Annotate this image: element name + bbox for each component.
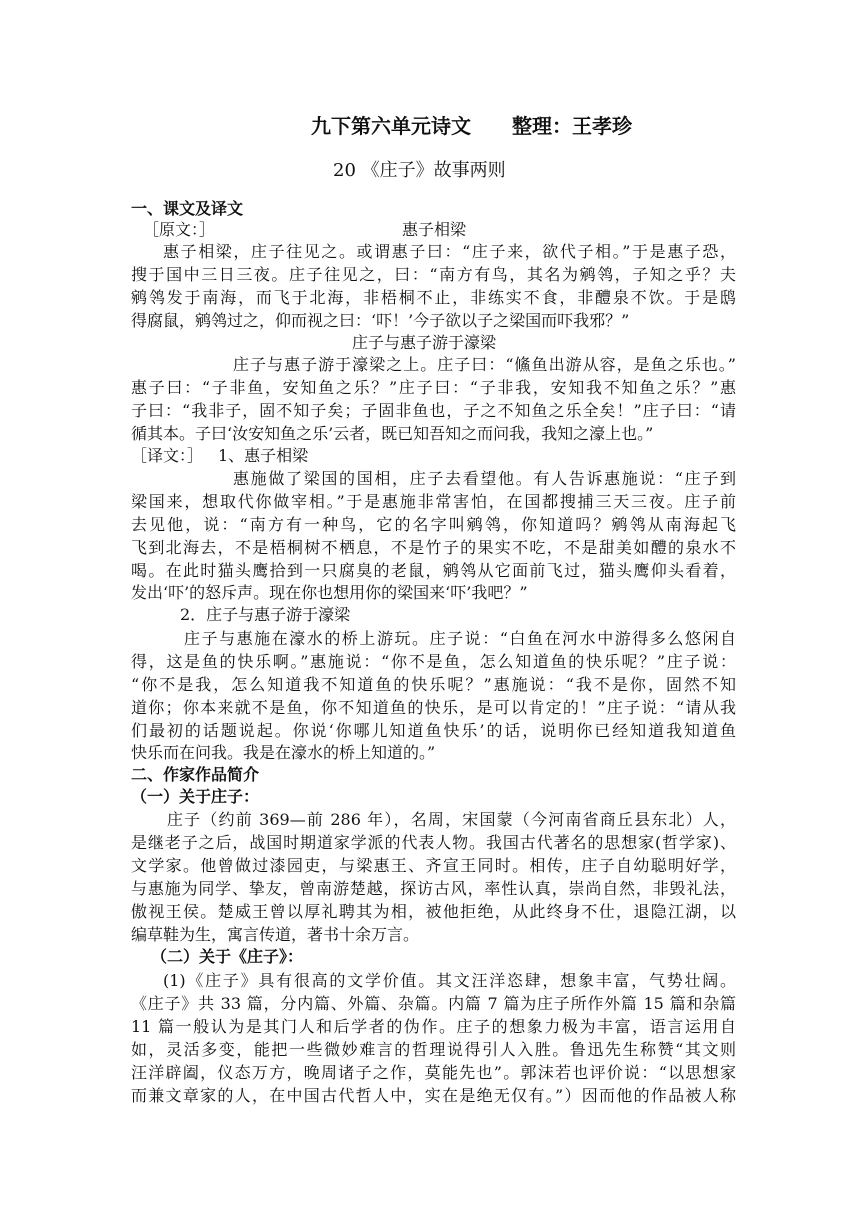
story2-line: 循其本。子曰‘汝安知鱼之乐’云者，既已知吾知之而问我，我知之濠上也。” bbox=[131, 424, 654, 443]
book-line: 如，灵活多变，能把一些微妙难言的哲理说得引人入胜。鲁迅先生称赞“其文则 bbox=[131, 1040, 736, 1059]
lesson-title: 20 《庄子》故事两则 bbox=[333, 160, 506, 181]
story1-line: 惠子相梁，庄子往见之。或谓惠子曰：“庄子来，欲代子相。”于是惠子恐， bbox=[163, 242, 736, 261]
translation1-line: 去见他，说：“南方有一种鸟，它的名字叫鹓鸰，你知道吗？鹓鸰从南海起飞 bbox=[131, 515, 736, 534]
author-line: 编草鞋为生，寓言传道，著书十余万言。 bbox=[131, 925, 420, 944]
translation1-line: 惠施做了梁国的国相，庄子去看望他。有人告诉惠施说：“庄子到 bbox=[233, 469, 736, 488]
translation-label: ［译文：］ bbox=[131, 446, 204, 465]
translation1-line: 发出‘吓’的怒斥声。现在你也想用你的梁国来‘吓’我吧？” bbox=[131, 583, 528, 602]
about-book-heading: （二）关于《庄子》： bbox=[151, 947, 304, 966]
translation2-line: 道你；你本来就不是鱼，你不知道鱼的快乐，是可以肯定的！”庄子说：“请从我 bbox=[131, 698, 736, 717]
organizer-credit: 整理：王孝珍 bbox=[512, 114, 632, 138]
story1-title: 惠子相梁 bbox=[402, 220, 467, 239]
story2-line: 惠子曰：“子非鱼，安知鱼之乐？”庄子曰：“子非我，安知我不知鱼之乐？”惠 bbox=[131, 378, 736, 397]
section2-heading: 二、作家作品简介 bbox=[131, 765, 260, 784]
about-author-heading: （一）关于庄子： bbox=[131, 787, 260, 806]
story1-line: 得腐鼠，鹓鸰过之，仰而视之曰：‘吓！’今子欲以子之梁国而吓我邪？” bbox=[131, 311, 630, 330]
translation1-title: 1、惠子相梁 bbox=[218, 446, 309, 465]
author-line: 庄子（约前 369—前 286 年），名周，宋国蒙（今河南省商丘县东北）人， bbox=[167, 810, 736, 829]
translation2-line: 得，这是鱼的快乐啊。”惠施说：“你不是鱼，怎么知道鱼的快乐呢？”庄子说： bbox=[131, 652, 736, 671]
author-line: 傲视王侯。楚威王曾以厚礼聘其为相，被他拒绝，从此终身不仕，退隐江湖，以 bbox=[131, 902, 736, 921]
book-line: 汪洋辟阖，仪态万方，晚周诸子之作，莫能先也”。郭沫若也评价说：“以思想家 bbox=[131, 1063, 736, 1082]
story2-line: 子曰：“我非子，固不知子矣；子固非鱼也，子之不知鱼之乐全矣！”庄子曰：“请 bbox=[131, 401, 736, 420]
translation2-line: “你不是我，怎么知道我不知道鱼的快乐呢？”惠施说：“我不是你，固然不知 bbox=[131, 675, 736, 694]
translation1-line: 喝。在此时猫头鹰拾到一只腐臭的老鼠，鹓鸰从它面前飞过，猫头鹰仰头看着， bbox=[131, 561, 736, 580]
section1-heading: 一、课文及译文 bbox=[131, 199, 244, 218]
book-line: 而兼文章家的人，在中国古代哲人中，实在是绝无仅有。”）因而他的作品被人称 bbox=[131, 1086, 736, 1105]
translation2-line: 们最初的话题说起。你说‘你哪儿知道鱼快乐’的话，说明你已经知道我知道鱼 bbox=[131, 721, 736, 740]
author-line: 文学家。他曾做过漆园吏，与梁惠王、齐宣王同时。相传，庄子自幼聪明好学， bbox=[131, 856, 736, 875]
book-line: 《庄子》共 33 篇，分内篇、外篇、杂篇。内篇 7 篇为庄子所作外篇 15 篇和杂篇 bbox=[131, 994, 736, 1013]
book-line: (1)《庄子》具有很高的文学价值。其文汪洋恣肆，想象丰富，气势壮阔。 bbox=[163, 971, 736, 990]
translation1-line: 梁国来，想取代你做宰相。”于是惠施非常害怕，在国都搜捕三天三夜。庄子前 bbox=[131, 492, 736, 511]
story2-line: 庄子与惠子游于濠梁之上。庄子曰：“鯈鱼出游从容，是鱼之乐也。” bbox=[233, 355, 736, 374]
document-title: 九下第六单元诗文 bbox=[311, 114, 471, 138]
translation2-line: 快乐而在问我。我是在濠水的桥上知道的。” bbox=[131, 743, 436, 762]
story1-line: 搜于国中三日三夜。庄子往见之，曰：“南方有鸟，其名为鹓鸰，子知之乎？夫 bbox=[131, 265, 736, 284]
story2-title: 庄子与惠子游于濠梁 bbox=[352, 333, 497, 352]
author-line: 与惠施为同学、挚友，曾南游楚越，探访古风，率性认真，崇尚自然，非毁礼法， bbox=[131, 879, 736, 898]
story1-line: 鹓鸰发于南海，而飞于北海，非梧桐不止，非练实不食，非醴泉不饮。于是鸱 bbox=[131, 288, 736, 307]
translation2-title: 2．庄子与惠子游于濠梁 bbox=[180, 605, 351, 624]
translation1-line: 飞到北海去，不是梧桐树不栖息，不是竹子的果实不吃，不是甜美如醴的泉水不 bbox=[131, 538, 736, 557]
author-line: 是继老子之后，战国时期道家学派的代表人物。我国古代著名的思想家(哲学家)、 bbox=[131, 833, 736, 852]
original-label: ［原文：］ bbox=[143, 220, 216, 239]
translation2-line: 庄子与惠施在濠水的桥上游玩。庄子说：“白鱼在河水中游得多么悠闲自 bbox=[184, 629, 736, 648]
book-line: 11 篇一般认为是其门人和后学者的伪作。庄子的想象力极为丰富，语言运用自 bbox=[131, 1017, 736, 1036]
